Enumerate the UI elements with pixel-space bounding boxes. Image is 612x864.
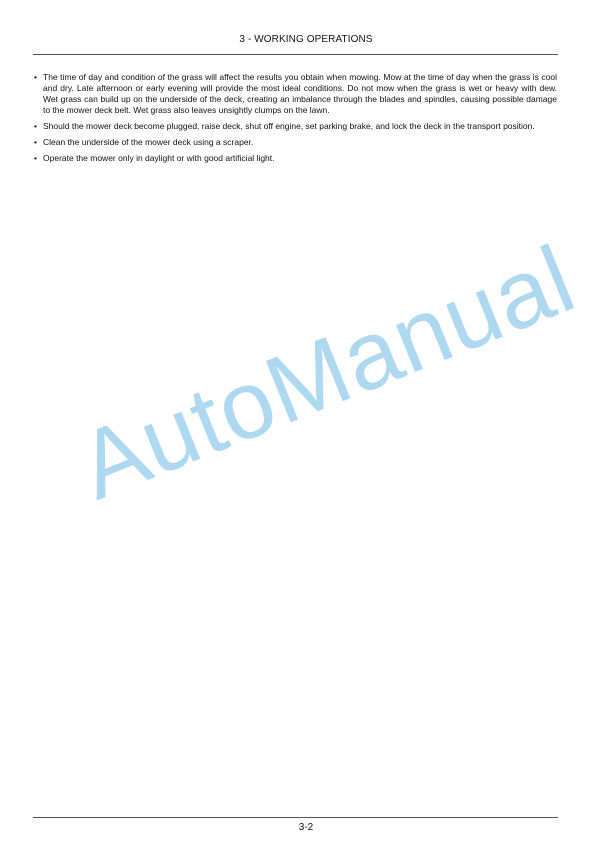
page-number: 3-2 [298,822,314,833]
list-item-text: The time of day and condition of the grass will affect the results you obtain when mowing. Mow at the time of day when the grass is cool and dry. Late afternoon or early evening will provide the most ideal conditions. Do not mow when the grass is wet or heavy with dew. Wet grass can build up on the underside of the deck, creating an imbalance through the blades and spindles, causing possible damage to the mower deck belt. Wet grass also leaves unsightly clumps on the lawn. [43,72,557,115]
list-item [33,121,557,132]
list-item [33,153,557,164]
bullet-icon: • [34,72,37,82]
list-item-text: Clean the underside of the mower deck using a scraper. [43,137,254,147]
list-item-text: Operate the mower only in daylight or with good artificial light. [43,153,275,163]
bullet-icon: • [34,153,37,163]
list-item-text: Should the mower deck become plugged, raise deck, shut off engine, set parking brake, and lock the deck in the transport position. [43,121,535,131]
page-header-title: 3 - WORKING OPERATIONS [239,34,373,45]
instruction-list [33,72,557,169]
list-item [33,72,557,116]
bullet-icon: • [34,137,37,147]
bullet-icon: • [34,121,37,131]
footer-divider [33,817,558,818]
header-divider [33,54,558,55]
list-item [33,137,557,148]
watermark-text: AutoManual [64,225,589,521]
